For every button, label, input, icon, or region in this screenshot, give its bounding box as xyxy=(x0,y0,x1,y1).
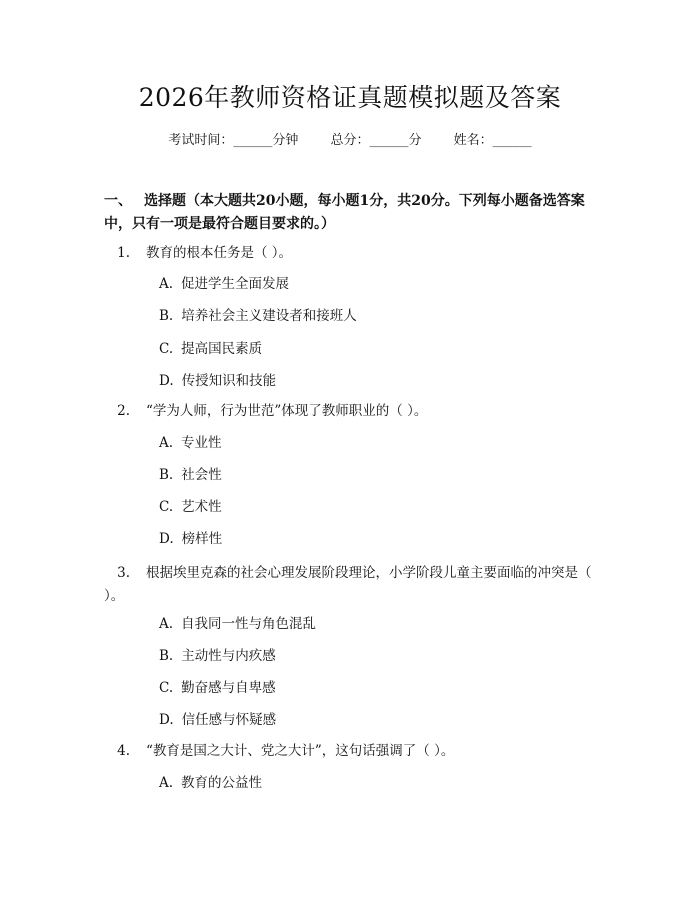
option-text: 社会性 xyxy=(181,467,222,483)
option-text: 自我同一性与角色混乱 xyxy=(181,616,317,632)
question-3 xyxy=(104,562,594,608)
question-text: 教育的根本任务是（ ）。 xyxy=(146,245,293,261)
question-1-option-a xyxy=(159,274,289,294)
option-label: C. xyxy=(159,499,174,515)
total-score-field: 总分：______分 xyxy=(330,133,422,148)
question-number: 3. xyxy=(117,565,130,581)
option-text: 专业性 xyxy=(181,435,222,451)
question-3-option-b xyxy=(159,646,276,666)
option-text: 艺术性 xyxy=(181,499,222,515)
option-label: A. xyxy=(159,435,174,451)
option-text: 传授知识和技能 xyxy=(181,373,277,389)
option-text: 榜样性 xyxy=(181,531,223,547)
question-number: 1. xyxy=(117,245,130,261)
question-1-option-c xyxy=(159,339,262,359)
question-4 xyxy=(104,740,594,763)
option-text: 培养社会主义建设者和接班人 xyxy=(181,308,357,324)
question-1-option-d xyxy=(159,371,276,391)
option-label: A. xyxy=(159,775,174,791)
option-label: B. xyxy=(159,308,174,324)
option-text: 促进学生全面发展 xyxy=(181,276,290,292)
question-1-option-b xyxy=(159,306,357,326)
option-label: B. xyxy=(159,467,174,483)
option-label: B. xyxy=(159,648,174,664)
section-number: 一、 xyxy=(104,193,132,209)
question-text: “学为人师，行为世范”体现了教师职业的（ ）。 xyxy=(146,403,428,419)
question-3-option-d xyxy=(159,710,276,730)
option-label: C. xyxy=(159,341,174,357)
option-label: A. xyxy=(159,616,174,632)
question-4-option-a xyxy=(159,773,262,793)
question-2 xyxy=(104,400,594,423)
option-text: 提高国民素质 xyxy=(181,341,263,357)
option-label: D. xyxy=(159,373,174,389)
option-text: 主动性与内疚感 xyxy=(181,648,276,664)
question-text: “教育是国之大计、党之大计”，这句话强调了（ ）。 xyxy=(146,743,455,759)
option-label: D. xyxy=(159,712,174,728)
exam-meta xyxy=(0,131,700,151)
option-label: D. xyxy=(159,531,174,547)
question-text: 根据埃里克森的社会心理发展阶段理论，小学阶段儿童主要面临的冲突是（ ）。 xyxy=(104,565,592,604)
exam-time-field: 考试时间：______分钟 xyxy=(168,133,299,148)
question-3-option-a xyxy=(159,614,316,634)
student-name-field: 姓名：______ xyxy=(453,133,532,148)
option-label: C. xyxy=(159,680,174,696)
page-title: 2026年教师资格证真题模拟题及答案 xyxy=(138,83,562,112)
option-text: 教育的公益性 xyxy=(181,775,263,791)
question-2-option-d xyxy=(159,529,222,549)
question-2-option-c xyxy=(159,497,222,517)
question-3-option-c xyxy=(159,678,276,698)
question-number: 4. xyxy=(117,743,130,759)
option-label: A. xyxy=(159,276,174,292)
question-2-option-a xyxy=(159,433,222,453)
option-text: 勤奋感与自卑感 xyxy=(181,680,276,696)
question-1 xyxy=(104,242,594,265)
option-text: 信任感与怀疑感 xyxy=(181,712,277,728)
question-number: 2. xyxy=(117,403,130,419)
section-header xyxy=(104,190,594,236)
section-instructions: 选择题（本大题共20小题，每小题1分，共20分。下列每小题备选答案中，只有一项是最符合题目要求的。） xyxy=(104,193,585,232)
question-2-option-b xyxy=(159,465,222,485)
